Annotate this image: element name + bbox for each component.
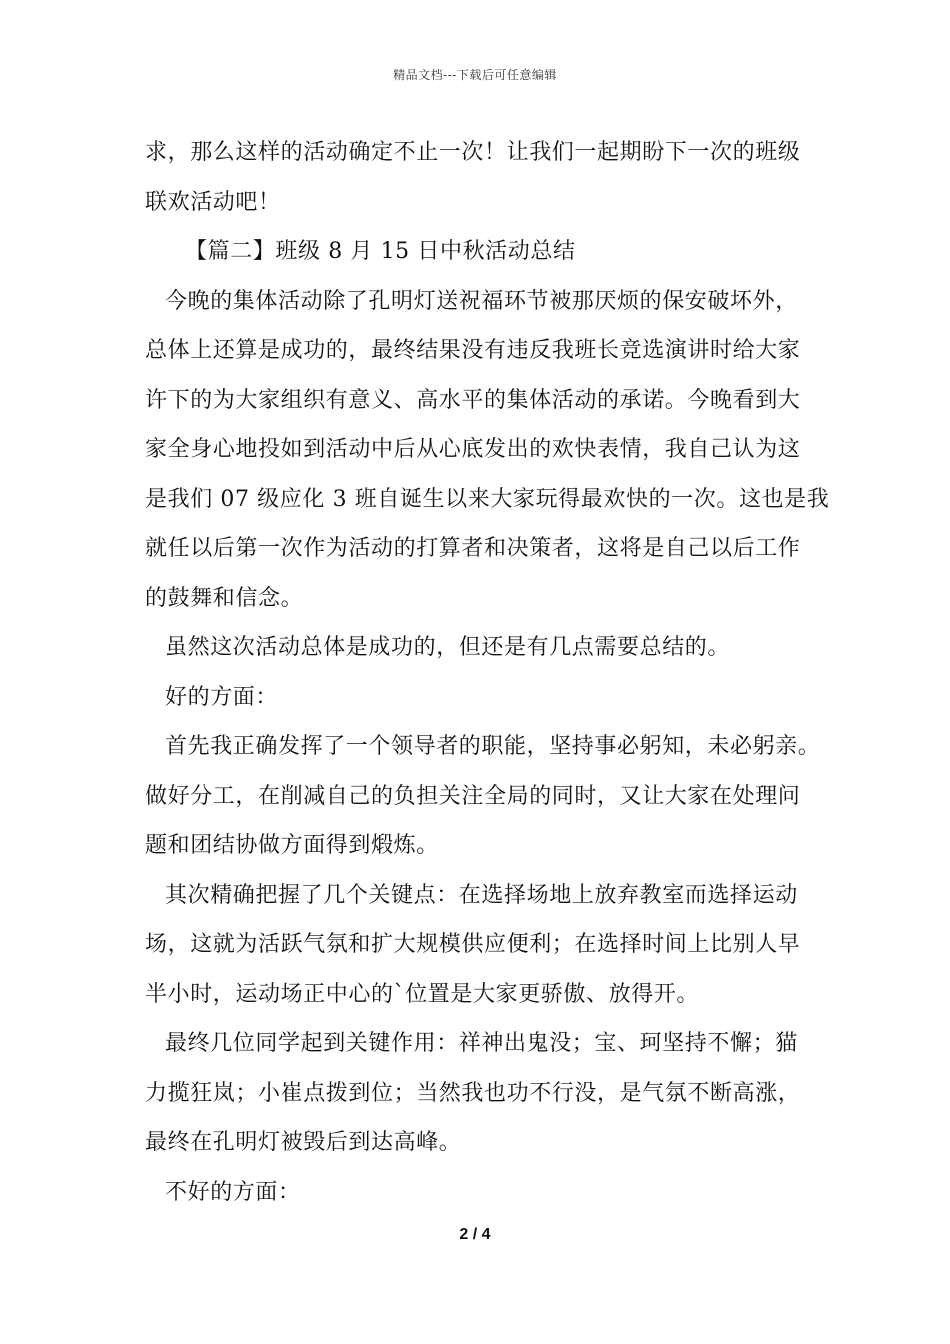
paragraph-line: 家全身心地投如到活动中后从心底发出的欢快表情，我自己认为这 xyxy=(145,437,801,462)
document-body xyxy=(145,128,830,1217)
paragraph-line: 场，这就为活跃气氛和扩大规模供应便利；在选择时间上比别人早 xyxy=(145,932,801,957)
page-header: 精品文档---下载后可任意编辑 xyxy=(393,68,557,82)
paragraph-line: 就任以后第一次作为活动的打算者和决策者，这将是自己以后工作 xyxy=(145,536,801,561)
paragraph-line: 题和团结协做方面得到煅炼。 xyxy=(145,833,439,858)
paragraph-line: 虽然这次活动总体是成功的，但还是有几点需要总结的。 xyxy=(165,635,731,660)
paragraph-line: 联欢活动吧！ xyxy=(145,189,281,215)
paragraph-line: 总体上还算是成功的，最终结果没有违反我班长竞选演讲时给大家 xyxy=(145,338,801,363)
paragraph-line: 今晚的集体活动除了孔明灯送祝福环节被那厌烦的保安破坏外， xyxy=(165,288,798,314)
paragraph-line: 不好的方面： xyxy=(165,1179,301,1205)
paragraph-line: 的鼓舞和信念。 xyxy=(145,585,304,611)
page-number: 2 / 4 xyxy=(459,1226,491,1243)
paragraph-line: 最终几位同学起到关键作用：祥神出鬼没；宝、珂坚持不懈；猫 xyxy=(165,1031,798,1056)
paragraph-line: 是我们 07 级应化 3 班自诞生以来大家玩得最欢快的一次。这也是我 xyxy=(145,486,830,512)
paragraph-line: 最终在孔明灯被毁后到达高峰。 xyxy=(145,1130,462,1155)
paragraph-line: 首先我正确发挥了一个领导者的职能，坚持事必躬知，未必躬亲。 xyxy=(165,734,821,759)
paragraph-line: 半小时，运动场正中心的`位置是大家更骄傲、放得开。 xyxy=(145,981,700,1007)
paragraph-line: 力揽狂岚；小崔点拨到位；当然我也功不行没，是气氛不断高涨， xyxy=(145,1080,801,1106)
section-heading: 【篇二】班级 8 月 15 日中秋活动总结 xyxy=(185,239,576,264)
paragraph-line: 许下的为大家组织有意义、高水平的集体活动的承诺。今晚看到大 xyxy=(145,387,801,413)
paragraph-line: 做好分工，在削减自己的负担关注全局的同时，又让大家在处理问 xyxy=(145,783,801,809)
paragraph-line: 好的方面： xyxy=(165,684,279,710)
paragraph-line: 其次精确把握了几个关键点：在选择场地上放弃教室而选择运动 xyxy=(165,882,798,908)
paragraph-line: 求，那么这样的活动确定不止一次！让我们一起期盼下一次的班级 xyxy=(145,140,801,165)
